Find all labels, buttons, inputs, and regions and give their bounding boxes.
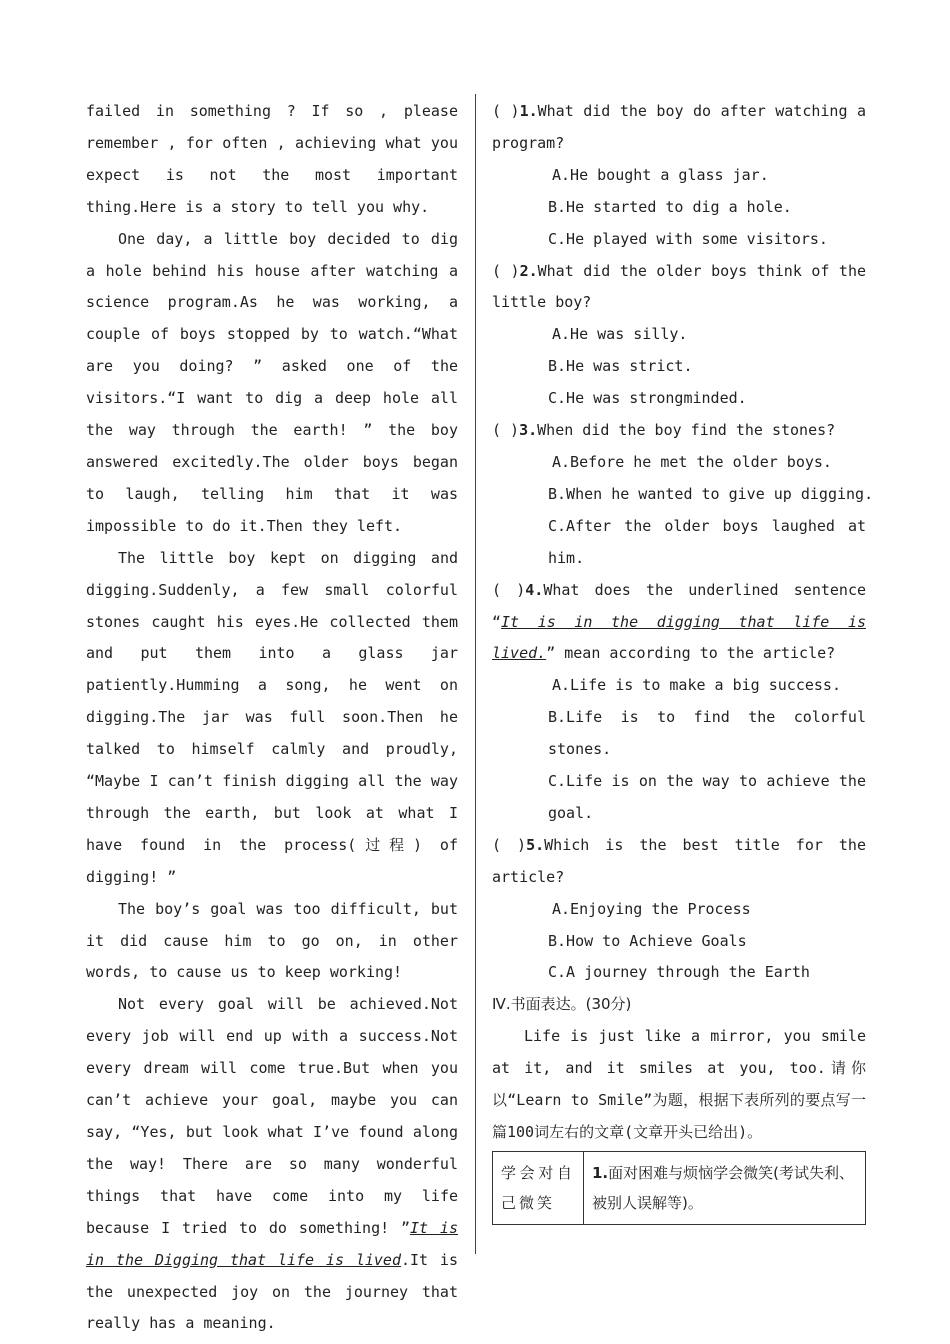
option-a: A.Before he met the older boys. <box>552 452 832 471</box>
passage-p5-ending: .It is the unexpected joy on the journey that really has a meaning. <box>86 1250 458 1333</box>
underlined-sentence: It is in the Digging that life is lived <box>86 1218 458 1269</box>
passage-p5-text: Not every goal will be achieved.Not every job will end up with a success.Not every dream will come true.But when you can’t achieve your goal, maybe you can say, “Yes, but look what I’ve found along the way! There are so many wonderful things that have come into my life because I tried to do something! ” <box>86 995 458 1237</box>
question-number: 1. <box>519 102 538 120</box>
writing-requirements-table <box>492 1151 866 1225</box>
option-c: C.A journey through the Earth <box>548 963 810 982</box>
question-text: When did the boy find the stones? <box>537 421 836 440</box>
answer-bracket[interactable]: ( ) <box>492 421 520 440</box>
point-number: 1. <box>592 1163 609 1182</box>
passage-paragraph-1: failed in something ? If so , please remember , for often , achieving what you expect is not the most important thing.Here is a story to tell you why. <box>86 102 458 216</box>
reading-passage <box>86 96 458 1340</box>
question-2 <box>492 256 866 416</box>
passage-paragraph-5 <box>86 989 458 1340</box>
options-row <box>492 319 866 351</box>
option-c: C.Life is on the way to achieve the goal. <box>548 772 866 822</box>
column-divider <box>475 94 476 1254</box>
answer-bracket[interactable]: ( ) <box>492 580 526 599</box>
question-text: What did the older boys think of the little boy? <box>492 261 866 312</box>
answer-bracket[interactable]: ( ) <box>492 261 520 280</box>
option-b: B.How to Achieve Goals <box>548 931 747 950</box>
option-c: C.After the older boys laughed at him. <box>548 516 866 567</box>
question-text: Which is the best title for the article? <box>492 835 866 886</box>
question-3 <box>492 415 874 575</box>
question-1 <box>492 96 866 256</box>
writing-section-title: Ⅳ.书面表达。(30分) <box>492 995 632 1014</box>
questions-column <box>492 96 874 1225</box>
option-a: A.Enjoying the Process <box>552 899 751 918</box>
passage-paragraph-4: The boy’s goal was too difficult, but it did cause him to go on, in other words, to cause us to keep working! <box>86 899 458 982</box>
question-text: What did the boy do after watching a program? <box>492 102 866 152</box>
table-row <box>493 1151 866 1224</box>
option-a: A.He bought a glass jar. <box>552 165 769 184</box>
option-c: C.He was strongminded. <box>548 389 747 408</box>
option-a: A.Life is to make a big success. <box>552 676 841 695</box>
table-point-cell <box>584 1151 866 1224</box>
answer-bracket[interactable]: ( ) <box>492 835 527 854</box>
question-text-end: ” mean according to the article? <box>546 644 836 663</box>
passage-paragraph-3: The little boy kept on digging and digging.Suddenly, a few small colorful stones caught his eyes.He collected them and put them into a glass jar patiently.Humming a song, he went on digging.The jar was full soon.Then he talked to himself calmly and proudly, “Maybe I can’t finish digging all the way through the earth, but look at what I have found in the process(过程) of digging! ” <box>86 548 458 886</box>
question-number: 4. <box>525 580 544 599</box>
question-number: 5. <box>526 835 545 854</box>
table-header-cell: 学会对自己微笑 <box>493 1151 584 1224</box>
point-text: 面对困难与烦恼学会微笑(考试失利、被别人误解等)。 <box>592 1163 854 1212</box>
option-b: B.He started to dig a hole. <box>548 197 792 216</box>
answer-bracket[interactable]: ( ) <box>492 102 520 120</box>
option-c: C.He played with some visitors. <box>548 229 828 248</box>
passage-paragraph-2: One day, a little boy decided to dig a hole behind his house after watching a science program.As he was working, a couple of boys stopped by to watch.“What are you doing? ” asked one of the visitors.“I want to dig a deep hole all the way through the earth! ” the boy answered excitedly.The older boys began to laugh, telling him that it was impossible to do it.Then they left. <box>86 229 458 535</box>
option-a: A.He was silly. <box>552 325 688 344</box>
option-b: B.Life is to find the colorful stones. <box>548 708 866 759</box>
question-text: What does the underlined sentence “ <box>492 580 867 631</box>
underlined-sentence-quote: It is in the digging that life is lived. <box>492 612 866 663</box>
question-number: 3. <box>519 421 538 440</box>
option-b: B.When he wanted to give up digging. <box>548 484 874 503</box>
question-4 <box>492 575 866 830</box>
question-number: 2. <box>519 261 538 280</box>
writing-prompt: Life is just like a mirror, you smile at it, and it smiles at you, too.请你以“Learn to Smile”为题，根据下表所列的要点写一篇100词左右的文章(文章开头已给出)。 <box>492 1027 866 1141</box>
question-5 <box>492 830 866 990</box>
option-b: B.He was strict. <box>548 357 693 376</box>
